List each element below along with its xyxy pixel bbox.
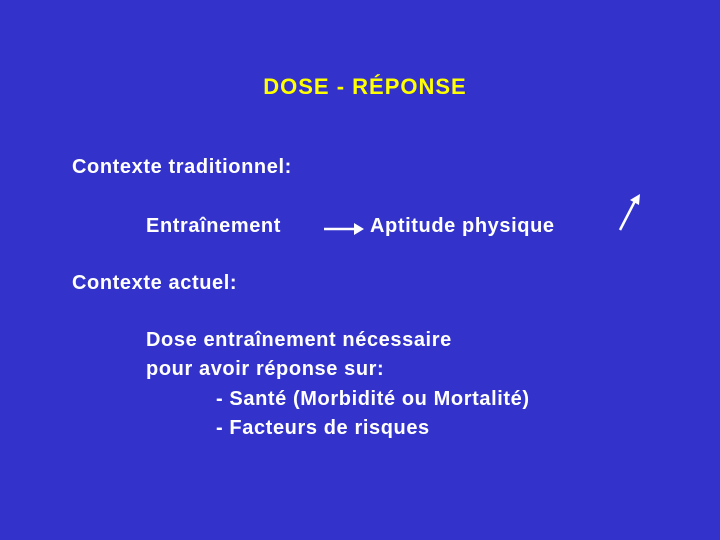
current-heading: Contexte actuel: — [72, 272, 238, 294]
fitness-term: Aptitude physique — [370, 215, 555, 237]
arrow-right-icon — [322, 218, 366, 240]
slide-title: DOSE - RÉPONSE — [263, 74, 467, 99]
dose-line-1: Dose entraînement nécessaire — [146, 329, 452, 351]
bullet-risk-factors: - Facteurs de risques — [216, 417, 430, 439]
traditional-heading: Contexte traditionnel: — [72, 156, 292, 178]
bullet-health: - Santé (Morbidité ou Mortalité) — [216, 388, 530, 410]
dose-line-2: pour avoir réponse sur: — [146, 358, 385, 380]
arrow-up-right-icon — [616, 192, 644, 232]
training-term: Entraînement — [146, 215, 282, 237]
